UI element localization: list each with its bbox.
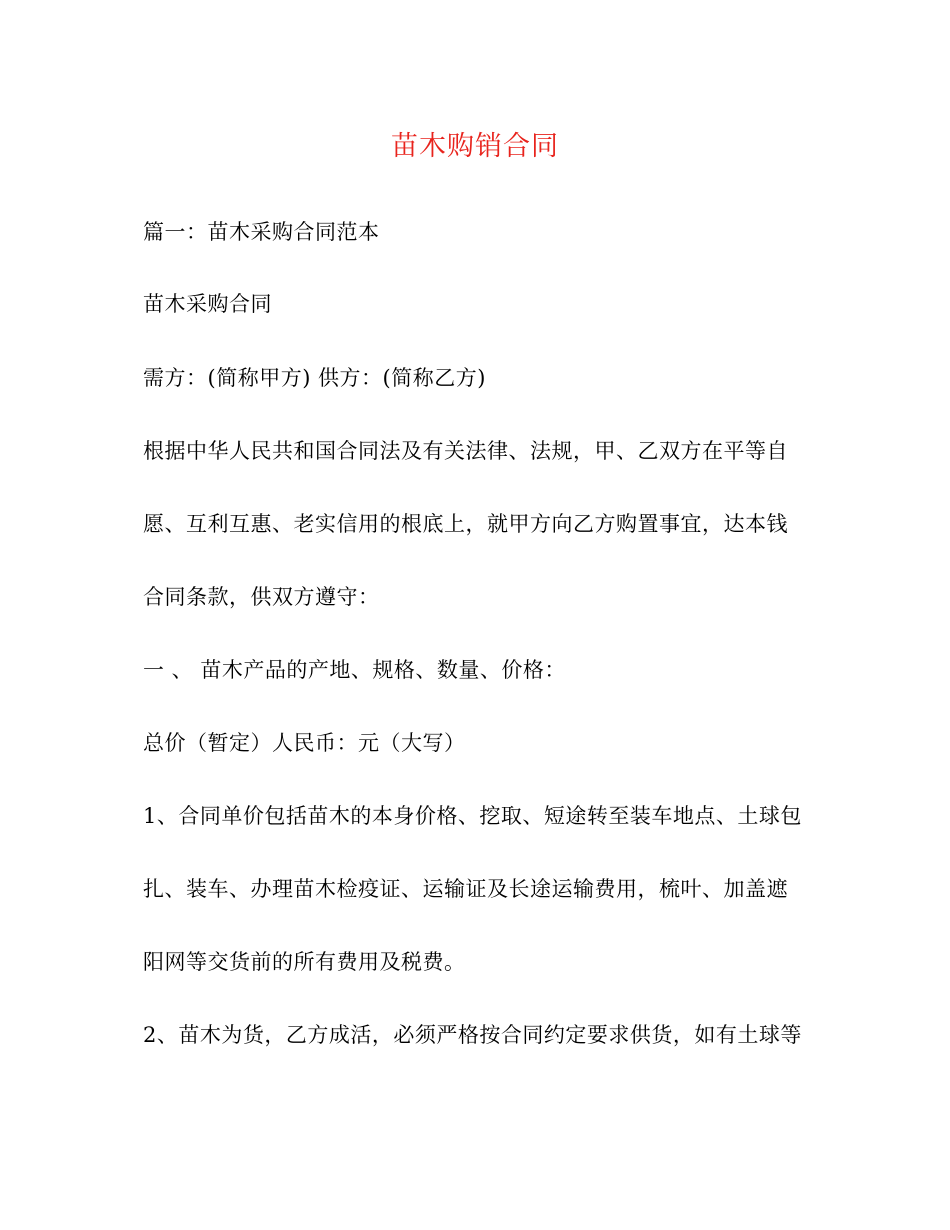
text-line-clause-heading: 一 、 苗木产品的产地、规格、数量、价格： (143, 658, 566, 682)
text-line-paragraph: 愿、互利互惠、老实信用的根底上，就甲方向乙方购置事宜，达本钱 (143, 512, 788, 536)
text-line-paragraph: 合同条款，供双方遵守： (143, 585, 380, 609)
text-line-parties: 需方：(简称甲方) 供方：(简称乙方) (143, 366, 486, 390)
text-line-clause-1: 扎、装车、办理苗木检疫证、运输证及长途运输费用，梳叶、加盖遮 (143, 877, 788, 901)
text-line-section-heading: 篇一：苗木采购合同范本 (143, 220, 380, 244)
document-title: 苗木购销合同 (391, 131, 559, 162)
text-line-clause-1: 1、合同单价包括苗木的本身价格、挖取、短途转至装车地点、土球包 (143, 804, 802, 828)
text-line-paragraph: 根据中华人民共和国合同法及有关法律、法规，甲、乙双方在平等自 (143, 439, 788, 463)
text-line-contract-name: 苗木采购合同 (143, 292, 272, 316)
text-line-clause-2: 2、苗木为货，乙方成活，必须严格按合同约定要求供货，如有土球等 (143, 1023, 802, 1047)
text-line-clause-1: 阳网等交货前的所有费用及税费。 (143, 950, 466, 974)
text-line-total-price: 总价（暂定）人民币：元（大写） (143, 731, 466, 755)
